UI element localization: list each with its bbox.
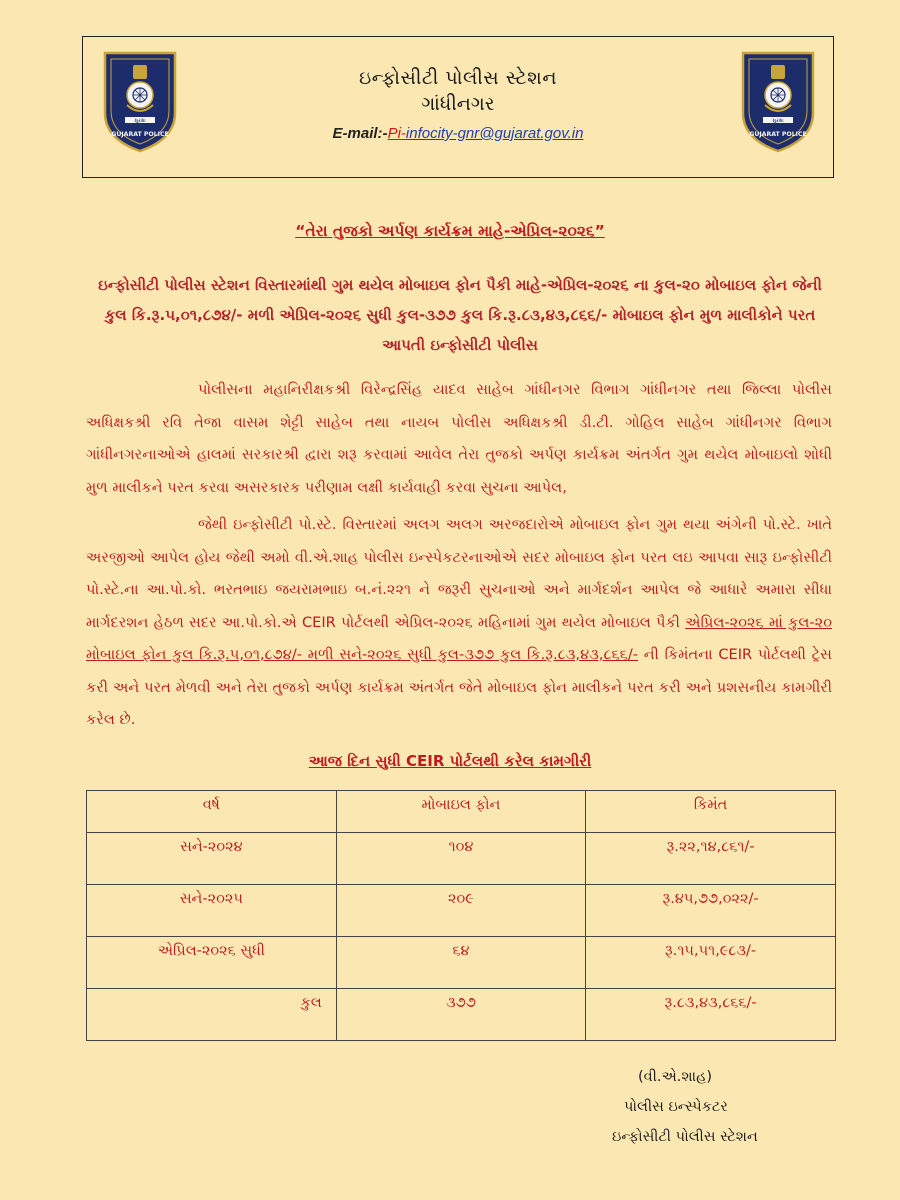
cell-total-label: કુલ — [87, 989, 337, 1041]
signatory-name: (વી.એ.શાહ) — [638, 1069, 713, 1085]
email-line — [83, 125, 833, 142]
cell-total-value: રૂ.૮૩,૪૩,૮૬૬/- — [586, 989, 836, 1041]
signatory-station: ઇન્ફોસીટી પોલીસ સ્ટેશન — [612, 1129, 758, 1145]
station-name: ઇન્ફોસીટી પોલીસ સ્ટેશન — [359, 67, 557, 89]
cell-mobiles: ૧૦૪ — [336, 833, 585, 885]
station-city: ગાંધીનગર — [421, 93, 495, 115]
email-label: E-mail:- — [332, 125, 388, 142]
signature-block — [600, 1062, 840, 1152]
cell-year: એપ્રિલ-૨૦૨૬ સુધી — [87, 937, 337, 989]
cell-year: સને-૨૦૨૪ — [87, 833, 337, 885]
paragraph-2-text: જેથી ઇન્ફોસીટી પો.સ્ટે. વિસ્તારમાં અલગ અલગ અરજદારોએ મોબાઇલ ફોન ગુમ થયા અંગેની પો.સ્ટે. ખાતે અરજીઓ આપેલ હોય જેથી અમો વી.એ.શાહ પોલીસ ઇન્સ્પેકટરનાઓએ સદર મોબાઇલ ફોન પરત લઇ આપવા સારૂ ઇન્ફોસીટી પો.સ્ટે.ના આ.પો.કો. ભરતભાઇ જયરામભાઇ બ.નં.૨૨૧ ને જરૂરી સુચનાઓ અને માર્ગદર્શન આપેલ જે આધારે અમારા સીધા માર્ગદરશન હેઠળ સદર આ.પો.કો.એ CEIR પોર્ટલથી એપ્રિલ-૨૦૨૬ મહિનામાં ગુમ થયેલ મોબાઇલ પૈકી — [86, 516, 832, 631]
table-row — [87, 833, 836, 885]
table-header-row — [87, 791, 836, 833]
gujarat-police-logo-right — [739, 47, 817, 155]
table-row — [87, 937, 836, 989]
paragraph-1: પોલીસના મહાનિરીક્ષકશ્રી વિરેન્દ્રસિંહ યાદવ સાહેબ ગાંધીનગર વિભાગ ગાંધીનગર તથા જિલ્લા પોલીસ અધિક્ષકશ્રી રવિ તેજા વાસમ શેટ્ટી સાહેબ તથા નાયબ પોલીસ અધિક્ષકશ્રી ડી.ટી. ગોહિલ સાહેબ ગાંધીનગર વિભાગ ગાંધીનગરનાઓએ હાલમાં સરકારશ્રી દ્વારા શરૂ કરવામાં આવેલ તેરા તુજકો અર્પણ કાર્યક્રમ અંતર્ગત ગુમ થયેલ મોબાઇલો શોધી મુળ માલીકને પરત કરવા અસરકારક પરીણામ લક્ષી કાર્યવાહી કરવા સુચના આપેલ, — [86, 381, 832, 496]
logo-motto: સુરક્ષા — [134, 118, 146, 124]
signatory-designation: પોલીસ ઇન્સ્પેકટર — [624, 1099, 728, 1115]
table-row — [87, 885, 836, 937]
email-prefix[interactable]: Pi- — [387, 125, 406, 142]
cell-value: રૂ.૧૫,૫૧,૯૮૩/- — [586, 937, 836, 989]
logo-motto: સુરક્ષા — [772, 118, 784, 124]
table-total-row — [87, 989, 836, 1041]
email-link[interactable]: infocity-gnr@gujarat.gov.in — [405, 125, 584, 142]
ceir-stats-table — [86, 790, 836, 1041]
cell-year: સને-૨૦૨૫ — [87, 885, 337, 937]
cell-mobiles: ૬૪ — [336, 937, 585, 989]
cell-value: રૂ.૪૫,૭૭,૦૨૨/- — [586, 885, 836, 937]
col-header-value: કિમંત — [586, 791, 836, 833]
cell-total-mobiles: ૩૭૭ — [336, 989, 585, 1041]
table-title: આજ દિન સુધી CEIR પોર્ટલથી કરેલ કામગીરી — [308, 752, 592, 770]
logo-text: GUJARAT POLICE — [749, 131, 807, 138]
paragraph-2 — [86, 509, 832, 737]
col-header-year: વર્ષ — [87, 791, 337, 833]
cell-value: રૂ.૨૨,૧૪,૮૬૧/- — [586, 833, 836, 885]
document-subtitle: ઇન્ફોસીટી પોલીસ સ્ટેશન વિસ્તારમાંથી ગુમ થયેલ મોબાઇલ ફોન પૈકી માહે-એપ્રિલ-૨૦૨૬ ના કુલ-૨૦ મોબાઇલ ફોન જેની કુલ કિ.રૂ.૫,૦૧,૮૭૪/- મળી એપ્રિલ-૨૦૨૬ સુધી કુલ-૩૭૭ કુલ કિ.રૂ.૮૩,૪૩,૮૬૬/- મોબાઇલ ફોન મુળ માલીકોને પરત આપતી ઇન્ફોસીટી પોલીસ — [98, 276, 822, 354]
paragraph-2-text-end: ની કિમંતના CEIR પોર્ટલથી ટ્રેસ કરી અને પરત મેળવી અને તેરા તુજકો અર્પણ કાર્યક્રમ અંતર્ગત જેતે મોબાઇલ ફોન માલીકને પરત કરી અને પ્રશસનીય કામગીરી કરેલ છે. — [86, 646, 833, 728]
cell-mobiles: ૨૦૯ — [336, 885, 585, 937]
letterhead — [82, 36, 834, 178]
logo-text: GUJARAT POLICE — [111, 131, 169, 138]
paragraph-2-underlined: એપ્રિલ-૨૦૨૬ માં કુલ-૨૦ મોબાઇલ ફોન કુલ કિ.રૂ.૫,૦૧,૮૭૪/- મળી સને-૨૦૨૬ સુધી કુલ-૩૭૭ કુલ કિ.રૂ.૮૩,૪૩,૮૬૬/- — [86, 613, 832, 663]
document-title: “તેરા તુજકો અર્પણ કાર્યક્રમ માહે-એપ્રિલ-૨૦૨૬” — [295, 222, 605, 240]
col-header-mobiles: મોબાઇલ ફોન — [336, 791, 585, 833]
